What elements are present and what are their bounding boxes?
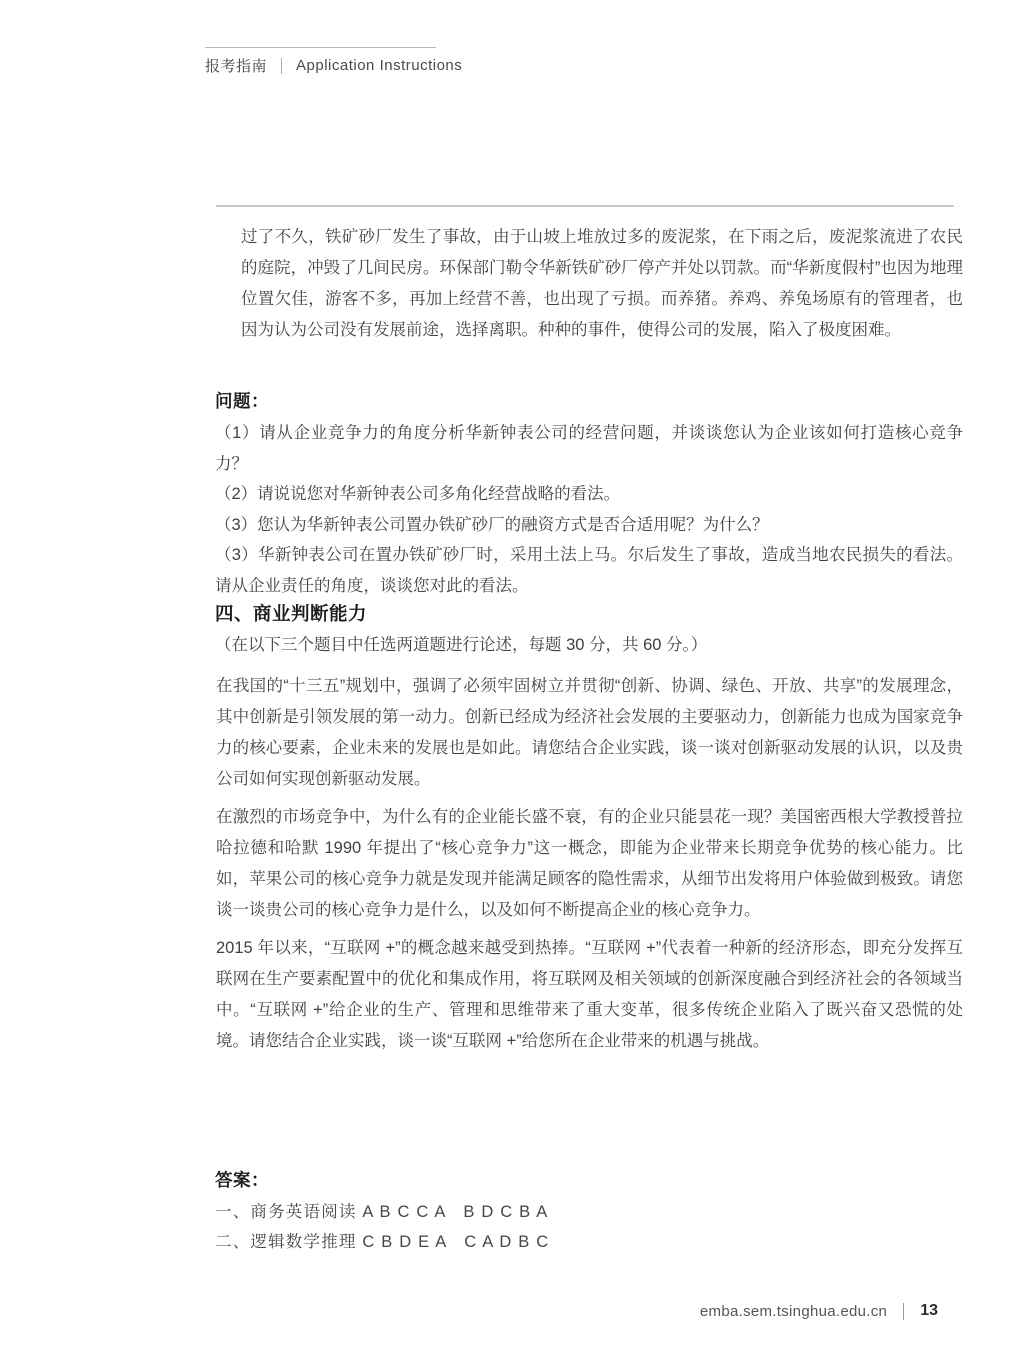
footer-url: emba.sem.tsinghua.edu.cn	[699, 1302, 888, 1320]
header-rule	[205, 47, 436, 48]
question-item-4: （3）华新钟表公司在置办铁矿砂厂时，采用土法上马。尔后发生了事故，造成当地农民损失的看法。请从企业责任的角度，谈谈您对此的看法。	[215, 546, 963, 595]
footer-divider	[903, 1303, 904, 1320]
footer-page-number: 13	[920, 1302, 938, 1319]
question-item-1: （1）请从企业竞争力的角度分析华新钟表公司的经营问题，并谈谈您认为企业该如何打造核心竞争力？	[215, 424, 963, 473]
page-footer	[700, 1300, 938, 1322]
questions-heading: 问题：	[215, 391, 269, 411]
running-header	[205, 55, 462, 76]
section4-heading: 四、商业判断能力	[215, 603, 368, 624]
answers-list	[215, 1197, 963, 1257]
section4-paragraph-internet-plus: 2015 年以来，“互联网 +”的概念越来越受到热捧。“互联网 +”代表着一种新的经济形态，即充分发挥互联网在生产要素配置中的优化和集成作用，将互联网及相关领域的创新深度融合到经济社会的各领域当中。“互联网 +”给企业的生产、管理和思维带来了重大变革，很多传统企业陷入了既兴奋又恐慌的处境。请您结合企业实践，谈一谈“互联网 +”给您所在企业带来的机遇与挑战。	[216, 939, 963, 1050]
question-item-2: （2）请说说您对华新钟表公司多角化经营战略的看法。	[215, 485, 621, 503]
case-study-paragraph: 过了不久，铁矿砂厂发生了事故，由于山坡上堆放过多的废泥浆，在下雨之后，废泥浆流进了农民的庭院，冲毁了几间民房。环保部门勒令华新铁矿砂厂停产并处以罚款。而“华新度假村”也因为地理位置欠佳，游客不多，再加上经营不善，也出现了亏损。而养猪。养鸡、养兔场原有的管理者，也因为认为公司没有发展前途，选择离职。种种的事件，使得公司的发展，陷入了极度困难。	[241, 228, 963, 339]
answer-line-1: 一、商务英语阅读 A B C C A B D C B A	[215, 1203, 549, 1221]
header-divider	[281, 58, 282, 74]
section4-note: （在以下三个题目中任选两道题进行论述，每题 30 分，共 60 分。）	[215, 636, 708, 654]
header-title-en: Application Instructions	[296, 57, 463, 74]
answers-heading: 答案：	[215, 1170, 269, 1190]
questions-list	[215, 418, 963, 601]
section4-paragraph-innovation: 在我国的“十三五”规划中，强调了必须牢固树立并贯彻“创新、协调、绿色、开放、共享”的发展理念，其中创新是引领发展的第一动力。创新已经成为经济社会发展的主要驱动力，创新能力也成为国家竞争力的核心要素，企业未来的发展也是如此。请您结合企业实践，谈一谈对创新驱动发展的认识，以及贵公司如何实现创新驱动发展。	[216, 677, 963, 788]
section4-paragraph-core-competence: 在激烈的市场竞争中，为什么有的企业能长盛不衰，有的企业只能昙花一现？美国密西根大学教授普拉哈拉德和哈默 1990 年提出了“核心竞争力”这一概念，即能为企业带来长期竞争优势的核心能力。比如，苹果公司的核心竞争力就是发现并能满足顾客的隐性需求，从细节出发将用户体验做到极致。请您谈一谈贵公司的核心竞争力是什么，以及如何不断提高企业的核心竞争力。	[216, 808, 963, 919]
answer-line-2: 二、逻辑数学推理 C B D E A C A D B C	[215, 1233, 550, 1251]
section-divider-rule	[216, 205, 954, 207]
question-item-3: （3）您认为华新钟表公司置办铁矿砂厂的融资方式是否合适用呢？为什么？	[215, 515, 769, 534]
header-title-zh: 报考指南	[205, 58, 268, 75]
